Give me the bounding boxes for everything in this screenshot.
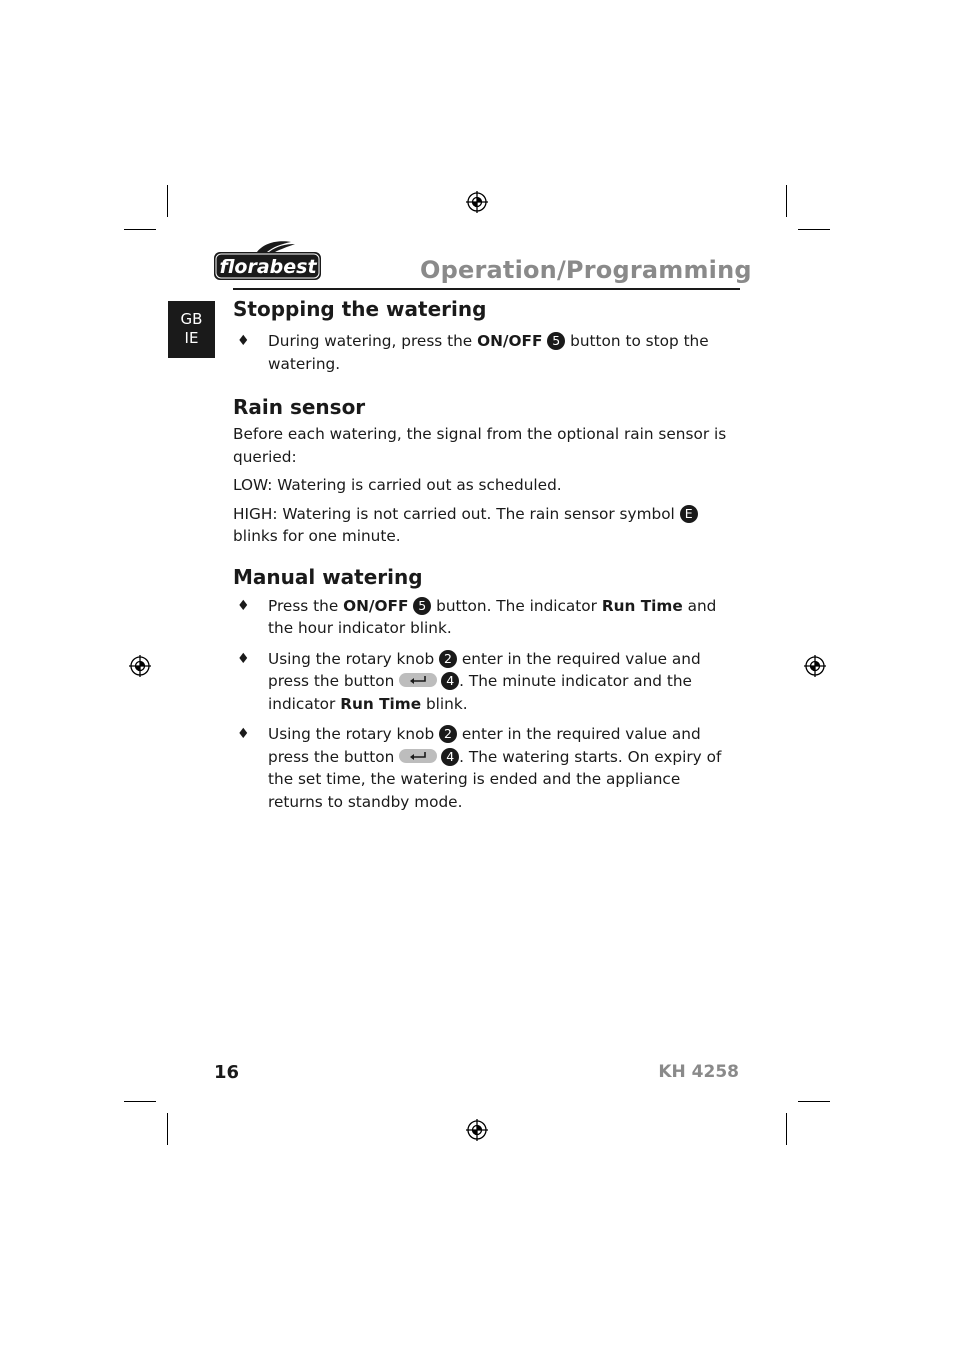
- registration-mark-icon: [803, 654, 827, 678]
- crop-mark: [167, 185, 168, 217]
- diamond-bullet-icon: ♦: [237, 597, 250, 614]
- registration-mark-icon: [465, 190, 489, 214]
- list-item: ♦ Press the ON/OFF 5 button. The indicator Run Time and the hour indicator blink.: [237, 596, 717, 637]
- list-item: ♦ During watering, press the ON/OFF 5 button to stop the watering.: [237, 332, 709, 373]
- header-divider: [233, 288, 740, 290]
- page-content: [233, 294, 728, 813]
- language-code: IE: [184, 329, 199, 347]
- callout-number: 4: [441, 672, 459, 690]
- diamond-bullet-icon: ♦: [237, 650, 250, 667]
- diamond-bullet-icon: ♦: [237, 726, 250, 742]
- crop-mark: [798, 229, 830, 230]
- crop-mark: [167, 1113, 168, 1145]
- heading-manual-watering: Manual watering: [233, 564, 423, 589]
- page-number: 16: [214, 1062, 240, 1083]
- crop-mark: [124, 229, 156, 230]
- diamond-bullet-icon: ♦: [237, 333, 250, 349]
- enter-arrow-icon: [399, 673, 437, 687]
- section-title: Operation/Programming: [420, 256, 752, 284]
- list-item: ♦ Using the rotary knob 2 enter in the required value and press the button 4 . The watering starts. On expiry of the set time, the watering is ended and the appliance returns to standby mode.: [237, 725, 722, 811]
- crop-mark: [798, 1101, 830, 1102]
- callout-number: 2: [439, 650, 457, 668]
- paragraph: Before each watering, the signal from the optional rain sensor is queried:: [233, 425, 727, 466]
- registration-mark-icon: [465, 1118, 489, 1142]
- heading-rain-sensor: Rain sensor: [233, 395, 366, 419]
- model-number: KH 4258: [658, 1062, 739, 1082]
- callout-number: 5: [413, 597, 431, 615]
- paragraph: LOW: Watering is carried out as scheduled.: [233, 476, 562, 494]
- registration-mark-icon: [128, 654, 152, 678]
- heading-stopping: Stopping the watering: [233, 297, 487, 321]
- crop-mark: [786, 1113, 787, 1145]
- enter-arrow-icon: [399, 749, 437, 763]
- brand-logo-text: florabest: [219, 256, 317, 278]
- callout-number: 5: [547, 332, 565, 350]
- paragraph: HIGH: Watering is not carried out. The rain sensor symbol E blinks for one minute.: [233, 503, 728, 548]
- list-item: ♦ Using the rotary knob 2 enter in the required value and press the button 4 . The minute indicator and the indicator Run Time blink.: [237, 649, 701, 713]
- callout-number: 2: [439, 725, 457, 743]
- brand-logo: [213, 238, 323, 282]
- language-tab: [168, 301, 215, 358]
- language-code: GB: [180, 310, 203, 328]
- crop-mark: [786, 185, 787, 217]
- crop-mark: [124, 1101, 156, 1102]
- callout-letter: E: [680, 505, 698, 523]
- callout-number: 4: [441, 748, 459, 766]
